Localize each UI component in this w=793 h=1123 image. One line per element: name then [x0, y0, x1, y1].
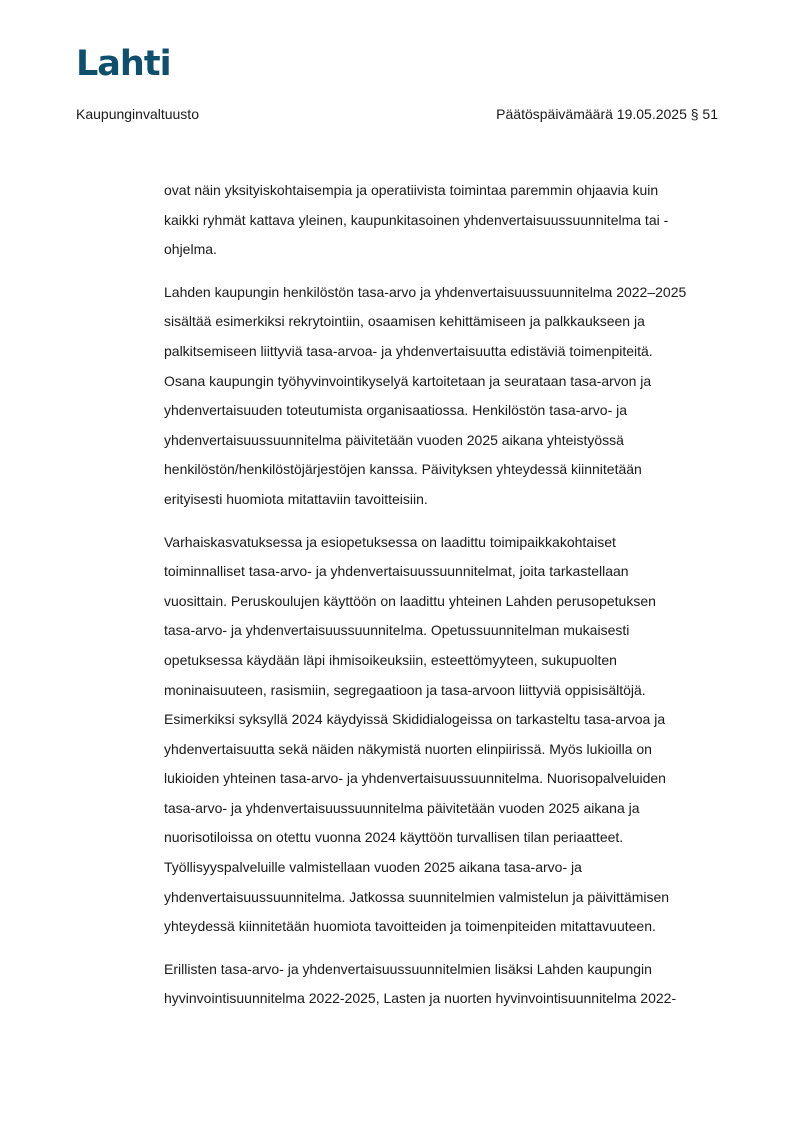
text-line: moninaisuuteen, rasismiin, segregaatioon ja tasa-arvoon liittyviä oppisisältöjä.: [164, 681, 646, 698]
text-line: Lahden kaupungin henkilöstön tasa-arvo ja yhdenvertaisuussuunnitelma 2022–2025: [164, 283, 687, 300]
text-line: Erillisten tasa-arvo- ja yhdenvertaisuussuunnitelmien lisäksi Lahden kaupungin: [164, 960, 652, 977]
text-line: yhdenvertaisuutta sekä näiden näkymistä nuorten elinpiirissä. Myös lukioilla on: [164, 740, 652, 757]
text-line: Osana kaupungin työhyvinvointikyselyä kartoitetaan ja seurataan tasa-arvon ja: [164, 372, 652, 389]
header-decision-date: Päätöspäivämäärä 19.05.2025 § 51: [496, 106, 718, 122]
text-line: toiminnalliset tasa-arvo- ja yhdenvertaisuussuunnitelmat, joita tarkastellaan: [164, 563, 629, 580]
paragraph: [164, 278, 720, 515]
text-line: nuorisotiloissa on otettu vuonna 2024 käyttöön turvallisen tilan periaatteet.: [164, 829, 624, 846]
text-line: kaikki ryhmät kattava yleinen, kaupunkitasoinen yhdenvertaisuussuunnitelma tai -: [164, 211, 669, 228]
paragraph: [164, 528, 720, 942]
text-line: vuosittain. Peruskoulujen käyttöön on laadittu yhteinen Lahden perusopetuksen: [164, 592, 656, 609]
text-line: ohjelma.: [164, 241, 217, 258]
text-line: tasa-arvo- ja yhdenvertaisuussuunnitelma päivitetään vuoden 2025 aikana ja: [164, 799, 640, 816]
lahti-logo: Lahti: [76, 44, 171, 84]
text-line: yhdenvertaisuussuunnitelma. Jatkossa suunnitelmien valmistelun ja päivittämisen: [164, 888, 670, 905]
text-line: erityisesti huomiota mitattaviin tavoitteisiin.: [164, 490, 428, 507]
text-line: lukioiden yhteinen tasa-arvo- ja yhdenvertaisuussuunnitelma. Nuorisopalveluiden: [164, 770, 666, 787]
text-line: yhdenvertaisuussuunnitelma päivitetään vuoden 2025 aikana yhteistyössä: [164, 431, 624, 448]
text-line: hyvinvointisuunnitelma 2022-2025, Lasten ja nuorten hyvinvointisuunnitelma 2022-: [164, 990, 677, 1007]
text-line: yhdenvertaisuuden toteutumista organisaatiossa. Henkilöstön tasa-arvo- ja: [164, 402, 628, 419]
text-line: yhteydessä kiinnitetään huomiota tavoitteiden ja toimenpiteiden mitattavuuteen.: [164, 918, 656, 935]
text-line: henkilöstön/henkilöstöjärjestöjen kanssa. Päivityksen yhteydessä kiinnitetään: [164, 461, 642, 478]
text-line: sisältää esimerkiksi rekrytointiin, osaamisen kehittämiseen ja palkkaukseen ja: [164, 313, 645, 330]
text-line: tasa-arvo- ja yhdenvertaisuussuunnitelma. Opetussuunnitelman mukaisesti: [164, 622, 630, 639]
text-line: ovat näin yksityiskohtaisempia ja operatiivista toimintaa paremmin ohjaavia kuin: [164, 182, 659, 198]
header-body-name: Kaupunginvaltuusto: [76, 106, 199, 122]
text-line: Työllisyyspalveluille valmistellaan vuoden 2025 aikana tasa-arvo- ja: [164, 859, 582, 876]
text-line: opetuksessa käydään läpi ihmisoikeuksiin, esteettömyyteen, sukupuolten: [164, 651, 617, 668]
document-header: [76, 106, 718, 126]
paragraph: [164, 176, 720, 265]
text-line: Varhaiskasvatuksessa ja esiopetuksessa on laadittu toimipaikkakohtaiset: [164, 533, 616, 550]
document-body: [164, 176, 720, 1027]
paragraph: [164, 955, 720, 1014]
text-line: Esimerkiksi syksyllä 2024 käydyissä Skididialogeissa on tarkasteltu tasa-arvoa ja: [164, 711, 666, 728]
text-line: palkitsemiseen liittyviä tasa-arvoa- ja yhdenvertaisuutta edistäviä toimenpiteitä.: [164, 342, 653, 359]
